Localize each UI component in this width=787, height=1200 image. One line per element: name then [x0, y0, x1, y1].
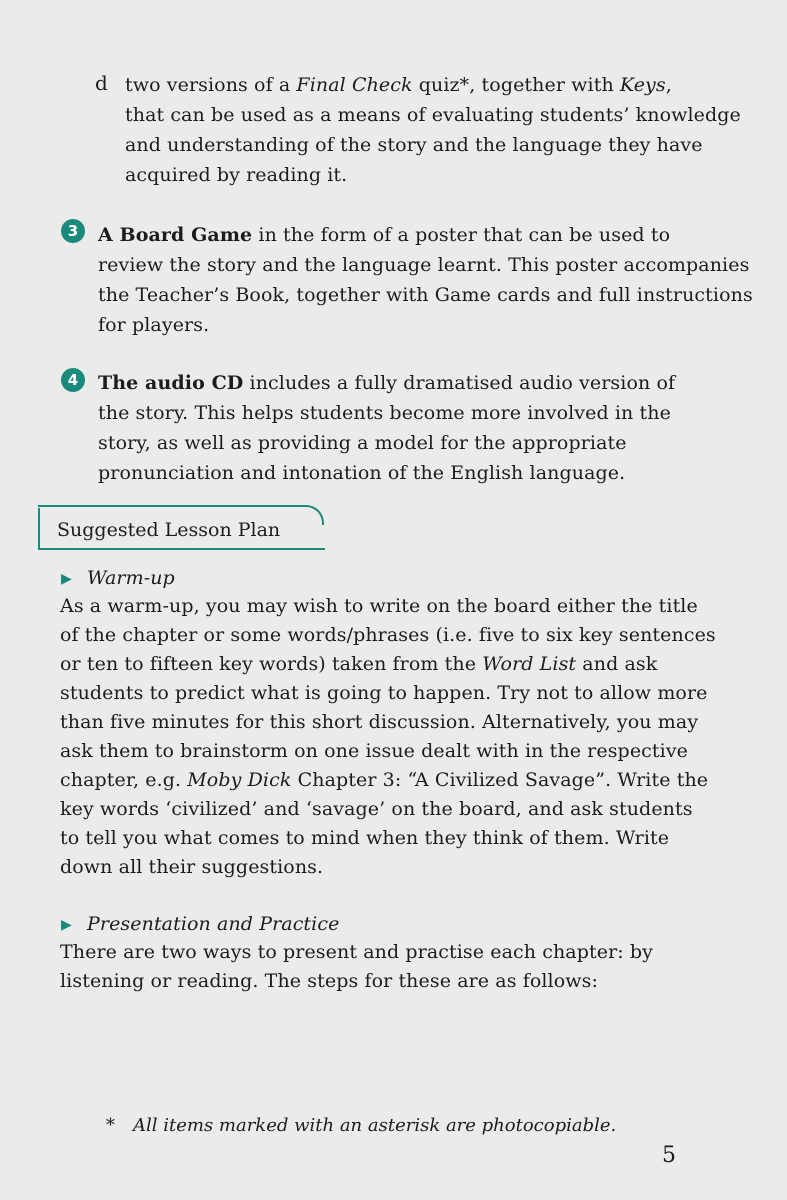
- keys-title: Keys: [619, 74, 666, 96]
- warmup-text: and ask: [576, 653, 658, 675]
- warmup-line-8: key words ‘civilized’ and ‘savage’ on the board, and ask students: [60, 798, 693, 820]
- warmup-line-5: than five minutes for this short discussion. Alternatively, you may: [60, 711, 699, 733]
- section-heading: Suggested Lesson Plan: [57, 519, 281, 541]
- board-game-title: A Board Game: [98, 224, 253, 246]
- item-d-marker: d: [95, 71, 108, 95]
- triangle-bullet-icon: ▶: [61, 917, 72, 933]
- footnote-asterisk: *: [106, 1115, 115, 1136]
- presentation-line-2: listening or reading. The steps for these are as follows:: [60, 970, 598, 992]
- item-4-line-1: [98, 371, 675, 395]
- item-3-line-2: review the story and the language learnt. This poster accompanies: [98, 254, 750, 276]
- warmup-line-6: ask them to brainstorm on one issue dealt with in the respective: [60, 740, 688, 762]
- item-d-line-1: [125, 73, 672, 97]
- item-d-line-2: that can be used as a means of evaluating students’ knowledge: [125, 104, 741, 126]
- warmup-text: Chapter 3: “A Civilized Savage”. Write the: [291, 769, 709, 791]
- footnote-text: All items marked with an asterisk are photocopiable.: [133, 1115, 617, 1136]
- page-number: 5: [662, 1143, 676, 1168]
- number-4-badge: 4: [61, 368, 85, 392]
- warmup-heading: Warm-up: [87, 567, 175, 589]
- audio-cd-title: The audio CD: [98, 372, 244, 394]
- presentation-heading: Presentation and Practice: [87, 913, 340, 935]
- warmup-text: or ten to fifteen key words) taken from the: [60, 653, 483, 675]
- presentation-line-1: There are two ways to present and practise each chapter: by: [60, 941, 653, 963]
- warmup-line-1: As a warm-up, you may wish to write on the board either the title: [60, 595, 698, 617]
- warmup-line-4: students to predict what is going to happen. Try not to allow more: [60, 682, 708, 704]
- item-d-text: ,: [665, 74, 672, 96]
- item-3-line-1: [98, 223, 670, 247]
- warmup-line-2: of the chapter or some words/phrases (i.e. five to six key sentences: [60, 624, 716, 646]
- item-4-line-3: story, as well as providing a model for the appropriate: [98, 432, 627, 454]
- warmup-line-3: [60, 652, 657, 676]
- warmup-text: chapter, e.g.: [60, 769, 188, 791]
- item-4-line-2: the story. This helps students become more involved in the: [98, 402, 671, 424]
- warmup-line-10: down all their suggestions.: [60, 856, 324, 878]
- item-4-line-4: pronunciation and intonation of the English language.: [98, 462, 626, 484]
- item-3-text: in the form of a poster that can be used to: [252, 224, 671, 246]
- final-check-title: Final Check: [296, 74, 413, 96]
- warmup-line-9: to tell you what comes to mind when they think of them. Write: [60, 827, 670, 849]
- word-list-title: Word List: [482, 653, 577, 675]
- number-3-badge: 3: [61, 219, 85, 243]
- item-3-line-3: the Teacher’s Book, together with Game cards and full instructions: [98, 284, 753, 306]
- item-d-text: quiz*, together with: [412, 74, 620, 96]
- item-d-line-3: and understanding of the story and the language they have: [125, 134, 703, 156]
- triangle-bullet-icon: ▶: [61, 571, 72, 587]
- warmup-line-7: [60, 768, 708, 792]
- section-heading-rule: [38, 505, 308, 507]
- moby-dick-title: Moby Dick: [187, 769, 292, 791]
- item-4-text: includes a fully dramatised audio version of: [243, 372, 676, 394]
- item-d-text: two versions of a: [125, 74, 297, 96]
- item-d-line-4: acquired by reading it.: [125, 164, 348, 186]
- item-3-line-4: for players.: [98, 314, 210, 336]
